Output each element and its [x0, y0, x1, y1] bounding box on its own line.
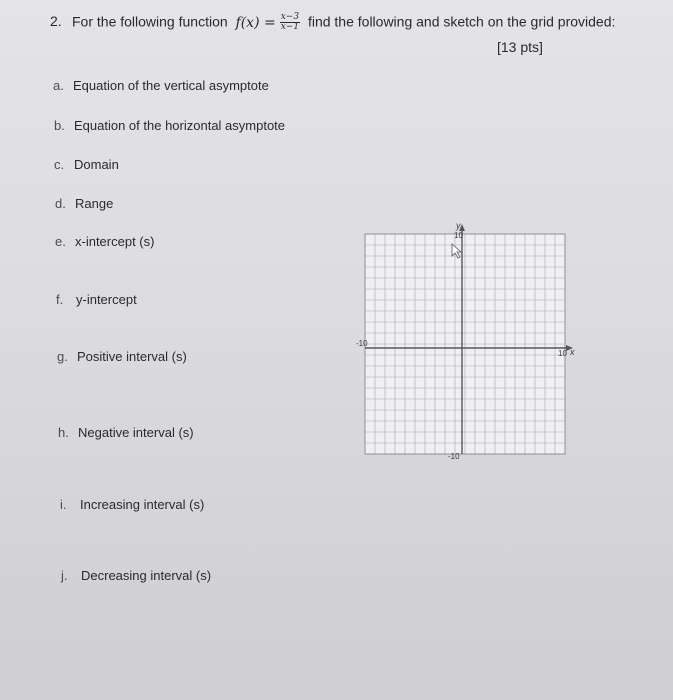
item-label: c.: [54, 157, 65, 172]
item-label: i.: [60, 497, 67, 512]
coordinate-grid: [356, 220, 575, 462]
item-j: [61, 568, 211, 583]
item-label: b.: [54, 118, 65, 133]
y-min-label: -10: [448, 452, 460, 461]
item-text: Positive interval (s): [77, 349, 187, 364]
x-min-label: -10: [356, 339, 368, 348]
function-lhs: f(x) =: [235, 14, 276, 31]
item-text: Equation of the vertical asymptote: [73, 78, 269, 93]
item-text: Negative interval (s): [78, 425, 194, 440]
grid-lines: [365, 234, 565, 454]
question-number: 2.: [50, 13, 62, 29]
prompt-suffix: find the following and sketch on the grid provided:: [307, 13, 616, 30]
item-label: e.: [55, 234, 66, 249]
item-g: [57, 349, 187, 364]
x-axis-label: x: [570, 347, 575, 357]
item-label: h.: [58, 425, 69, 440]
item-c: [54, 157, 119, 172]
question-prompt: [72, 13, 615, 32]
item-label: d.: [55, 196, 66, 211]
y-axis-label: y: [456, 220, 461, 231]
function-numerator: x−3: [280, 12, 300, 22]
prompt-prefix: For the following function: [72, 13, 228, 30]
item-d: [55, 196, 113, 211]
item-text: x-intercept (s): [75, 234, 155, 249]
item-label: j.: [61, 568, 68, 583]
item-text: y-intercept: [76, 292, 137, 307]
item-label: a.: [53, 78, 64, 93]
item-text: Range: [75, 196, 114, 211]
item-label: f.: [56, 292, 64, 307]
item-label: g.: [57, 349, 68, 364]
item-text: Decreasing interval (s): [81, 568, 212, 583]
item-text: Increasing interval (s): [80, 497, 205, 512]
item-text: Equation of the horizontal asymptote: [74, 118, 286, 133]
item-h: [58, 425, 194, 440]
function-fraction: [280, 13, 300, 32]
y-max-label: 10: [454, 231, 463, 240]
item-f: [56, 292, 137, 307]
item-i: [60, 497, 204, 512]
item-a: [53, 78, 269, 93]
function-expression: [236, 13, 301, 32]
function-denominator: x−1: [280, 22, 300, 32]
item-text: Domain: [74, 157, 119, 172]
points-value: [13 pts]: [497, 39, 543, 55]
item-b: [54, 118, 285, 133]
x-max-label: 10: [558, 349, 567, 358]
item-e: [55, 234, 154, 249]
